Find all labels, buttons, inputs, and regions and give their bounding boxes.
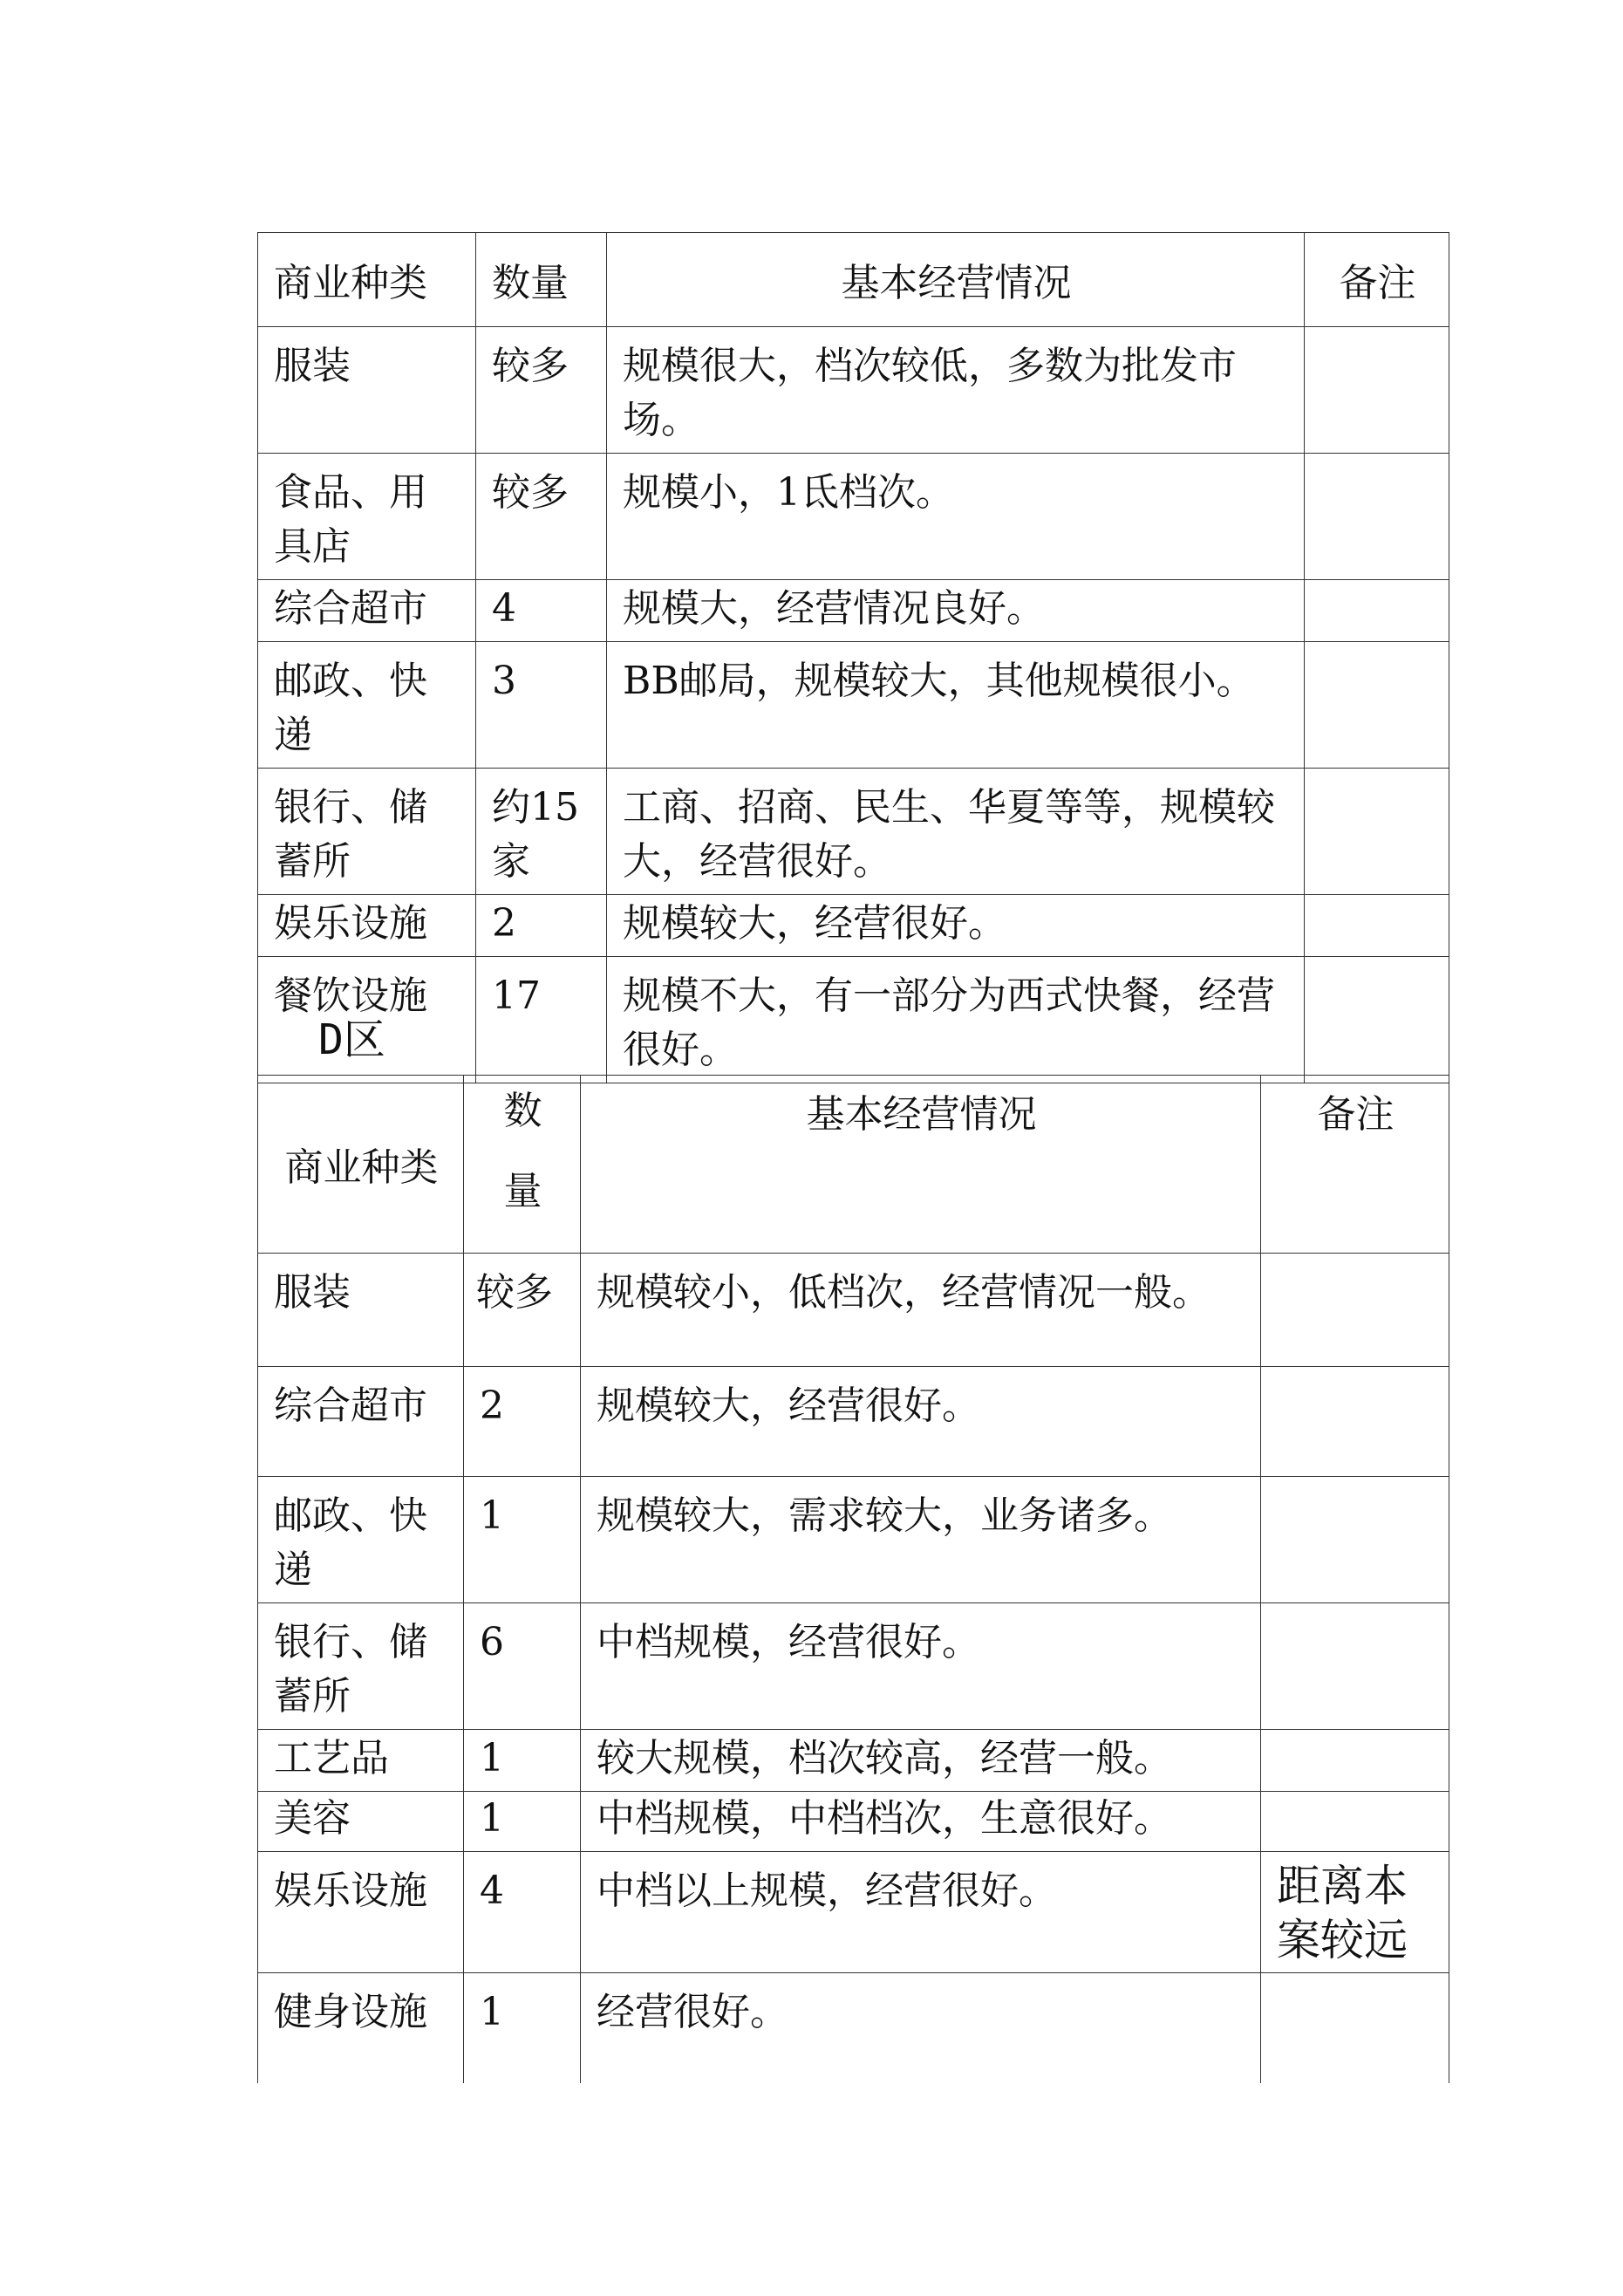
header-desc: 基本经营情况: [581, 1076, 1261, 1254]
cell-count: 较多: [476, 454, 607, 580]
cell-type: 娱乐设施: [258, 1852, 464, 1973]
header-note: 备注: [1305, 233, 1449, 327]
section-label-d: D区: [318, 1015, 385, 1064]
table-header-row: [258, 233, 1449, 327]
cell-type: 美容: [258, 1792, 464, 1852]
cell-note: 距离本案较远: [1261, 1852, 1449, 1973]
table-header-row: [258, 1076, 1449, 1254]
table-row: [258, 580, 1449, 642]
cell-note: [1261, 1603, 1449, 1730]
table-row: [258, 895, 1449, 957]
cell-note: [1305, 580, 1449, 642]
cell-desc: 中档规模，经营很好。: [581, 1603, 1261, 1730]
cell-desc: 规模小，1氐档次。: [607, 454, 1305, 580]
cell-note: [1261, 1792, 1449, 1852]
table-row: [258, 957, 1449, 1083]
cell-desc: 经营很好。: [581, 1973, 1261, 2083]
cell-type: 工艺品: [258, 1730, 464, 1792]
cell-note: [1305, 957, 1449, 1083]
cell-count: 4: [476, 580, 607, 642]
commerce-table-1: [257, 232, 1449, 1083]
cell-type: 邮政、快递: [258, 642, 476, 769]
cell-note: [1261, 1367, 1449, 1477]
table-row: [258, 1852, 1449, 1973]
cell-count: 较多: [464, 1254, 581, 1367]
cell-count: 4: [464, 1852, 581, 1973]
cell-type: 食品、用具店: [258, 454, 476, 580]
cell-type: 邮政、快递: [258, 1477, 464, 1603]
cell-desc: 中档以上规模，经营很好。: [581, 1852, 1261, 1973]
cell-count: 17: [476, 957, 607, 1083]
table-row: [258, 1973, 1449, 2083]
cell-count: 1: [464, 1730, 581, 1792]
table-row: [258, 1477, 1449, 1603]
header-type: 商业种类: [258, 1076, 464, 1254]
table-row: [258, 1603, 1449, 1730]
cell-desc: 规模不大，有一部分为西式快餐，经营很好。: [607, 957, 1305, 1083]
cell-count: 1: [464, 1477, 581, 1603]
cell-desc: 规模很大，档次较低，多数为批发市场。: [607, 327, 1305, 454]
header-count-char-1: 数: [503, 1089, 542, 1133]
cell-count: 2: [476, 895, 607, 957]
cell-desc: 工商、招商、民生、华夏等等，规模较大，经营很好。: [607, 769, 1305, 895]
table-row: [258, 1792, 1449, 1852]
header-count: [464, 1076, 581, 1254]
cell-note: [1261, 1973, 1449, 2083]
cell-type: 健身设施: [258, 1973, 464, 2083]
cell-note: [1305, 769, 1449, 895]
header-type: 商业种类: [258, 233, 476, 327]
cell-note: [1305, 895, 1449, 957]
table-row: [258, 769, 1449, 895]
cell-type: 服装: [258, 1254, 464, 1367]
table-row: [258, 1367, 1449, 1477]
cell-count: 约15家: [476, 769, 607, 895]
cell-count: 6: [464, 1603, 581, 1730]
table-row: [258, 1730, 1449, 1792]
table-row: [258, 454, 1449, 580]
cell-count: 2: [464, 1367, 581, 1477]
cell-count: 较多: [476, 327, 607, 454]
commerce-table-2: [257, 1075, 1449, 2083]
cell-type: 娱乐设施: [258, 895, 476, 957]
cell-desc: 规模较大，经营很好。: [607, 895, 1305, 957]
cell-note: [1261, 1254, 1449, 1367]
cell-desc: 规模大，经营情况良好。: [607, 580, 1305, 642]
cell-desc: 较大规模，档次较高，经营一般。: [581, 1730, 1261, 1792]
cell-desc: BB邮局，规模较大，其他规模很小。: [607, 642, 1305, 769]
cell-count: 1: [464, 1973, 581, 2083]
cell-desc: 规模较大，需求较大，业务诸多。: [581, 1477, 1261, 1603]
cell-desc: 规模较大，经营很好。: [581, 1367, 1261, 1477]
header-desc: 基本经营情况: [607, 233, 1305, 327]
cell-type: 银行、储蓄所: [258, 1603, 464, 1730]
cell-type: 银行、储蓄所: [258, 769, 476, 895]
cell-type: 综合超市: [258, 1367, 464, 1477]
header-note: 备注: [1261, 1076, 1449, 1254]
cell-type: 服装: [258, 327, 476, 454]
table-row: [258, 642, 1449, 769]
header-count-char-2: 量: [503, 1169, 542, 1213]
cell-type: 综合超市: [258, 580, 476, 642]
cell-note: [1305, 454, 1449, 580]
table-row: [258, 1254, 1449, 1367]
cell-type: 餐饮设施: [258, 957, 476, 1083]
cell-note: [1261, 1730, 1449, 1792]
cell-count: 3: [476, 642, 607, 769]
cell-desc: 中档规模，中档档次，生意很好。: [581, 1792, 1261, 1852]
cell-note: [1305, 327, 1449, 454]
cell-count: 1: [464, 1792, 581, 1852]
header-count: 数量: [476, 233, 607, 327]
cell-note: [1305, 642, 1449, 769]
cell-desc: 规模较小，低档次，经营情况一般。: [581, 1254, 1261, 1367]
table-row: [258, 327, 1449, 454]
cell-note: [1261, 1477, 1449, 1603]
